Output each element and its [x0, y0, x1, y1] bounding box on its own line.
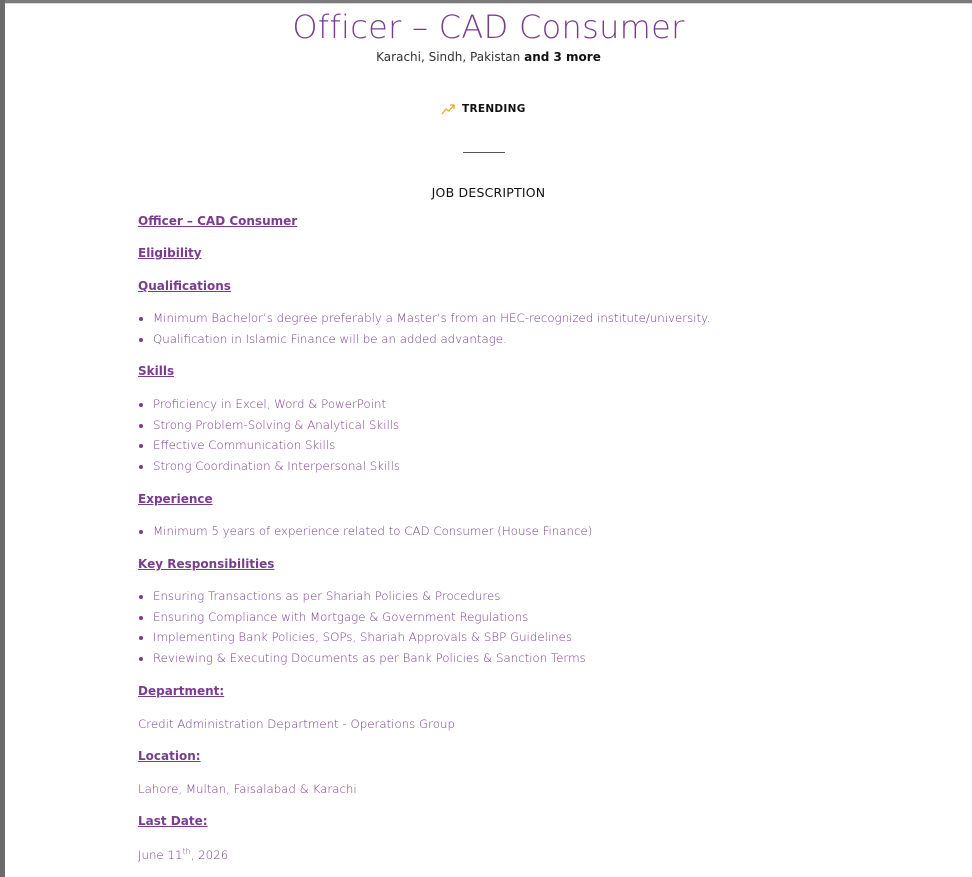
job-title: Officer – CAD Consumer [292, 8, 685, 46]
job-page [5, 4, 972, 877]
location-heading: Location: [138, 749, 201, 763]
qualifications-list [138, 308, 710, 349]
job-location-more[interactable]: and 3 more [524, 50, 601, 64]
list-item: Qualification in Islamic Finance will be an added advantage. [153, 329, 710, 350]
experience-heading: Experience [138, 492, 213, 506]
responsibilities-heading: Key Responsibilities [138, 557, 275, 571]
trending-label: TRENDING [462, 103, 526, 115]
list-item: Strong Problem-Solving & Analytical Skills [153, 415, 400, 436]
job-description-heading: JOB DESCRIPTION [431, 185, 546, 200]
list-item: Ensuring Transactions as per Shariah Policies & Procedures [153, 586, 586, 607]
trending-up-icon [441, 103, 455, 115]
last-date-year: , 2026 [190, 847, 229, 862]
experience-list [138, 521, 592, 542]
list-item: Ensuring Compliance with Mortgage & Government Regulations [153, 607, 586, 628]
last-date-ordinal: th [182, 847, 191, 856]
job-location-primary: Karachi, Sindh, Pakistan [376, 50, 521, 64]
list-item: Effective Communication Skills [153, 435, 400, 456]
job-location [5, 50, 972, 64]
list-item: Minimum 5 years of experience related to CAD Consumer (House Finance) [153, 521, 592, 542]
last-date-value [138, 847, 228, 862]
skills-list [138, 394, 400, 477]
eligibility-heading: Eligibility [138, 246, 202, 260]
responsibilities-list [138, 586, 586, 669]
trending-badge [441, 101, 526, 117]
section-divider [463, 152, 505, 153]
last-date-day: June 11 [138, 847, 183, 862]
list-item: Implementing Bank Policies, SOPs, Shariah Approvals & SBP Guidelines [153, 627, 586, 648]
department-heading: Department: [138, 684, 225, 698]
department-value: Credit Administration Department - Operations Group [138, 717, 455, 731]
qualifications-heading: Qualifications [138, 279, 231, 293]
location-value: Lahore, Multan, Faisalabad & Karachi [138, 782, 357, 796]
skills-heading: Skills [138, 364, 175, 378]
list-item: Strong Coordination & Interpersonal Skills [153, 456, 400, 477]
last-date-heading: Last Date: [138, 814, 208, 828]
description-title-heading: Officer – CAD Consumer [138, 214, 298, 228]
list-item: Proficiency in Excel, Word & PowerPoint [153, 394, 400, 415]
list-item: Reviewing & Executing Documents as per Bank Policies & Sanction Terms [153, 648, 586, 669]
list-item: Minimum Bachelor’s degree preferably a Master’s from an HEC-recognized institute/university. [153, 308, 710, 329]
